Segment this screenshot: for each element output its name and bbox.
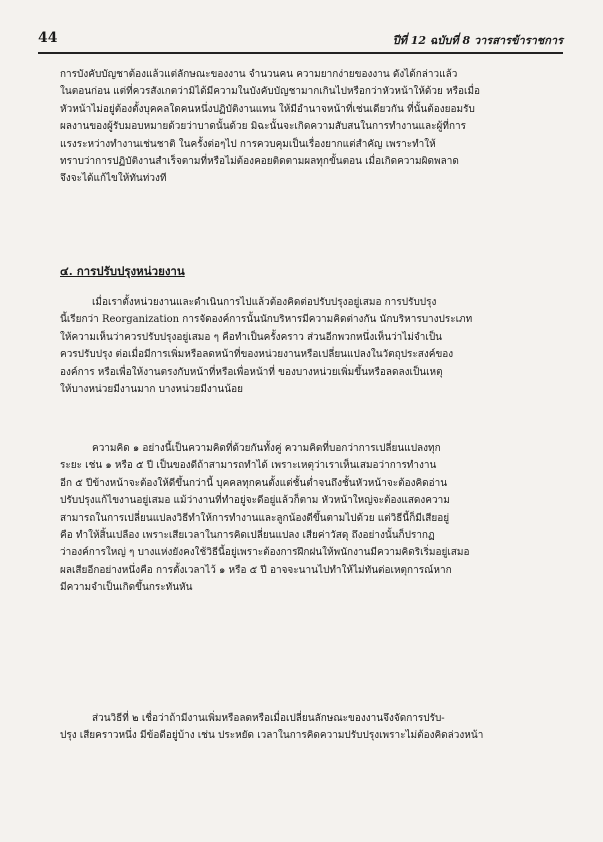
text-line: ส่วนวิธีที่ ๒ เชื่อว่าถ้ามีงานเพิ่มหรือลดหรือเมื่อเปลี่ยนลักษณะของงานจึงจัดการปรับ- [92,713,445,724]
text-line: ระยะ เช่น ๑ หรือ ๕ ปี เป็นของดีถ้าสามารถทำได้ เพราะเหตุว่าเราเห็นเสมอว่าการทำงาน [60,460,437,472]
paragraph-two-views [60,440,555,597]
paragraph-method-two [60,710,555,745]
page-number: 44 [38,30,58,46]
text-line: ความคิด ๑ อย่างนี้เป็นความคิดที่ด้วยกันทั้งคู่ ความคิดที่บอกว่าการเปลี่ยนแปลงทุก [92,443,441,454]
text-line: จึงจะได้แก้ไขให้ทันท่วงที [60,173,167,185]
text-line: ให้ความเห็นว่าควรปรับปรุงอยู่เสมอ ๆ คือทำเป็นครั้งคราว ส่วนอีกพวกหนึ่งเห็นว่าไม่จำเป็น [60,331,442,343]
text-line: แรงระหว่างทำงานเช่นชาติ ในครั้งต่อๆไป การควบคุมเป็นเรื่องยากแต่สำคัญ เพราะทำให้ [60,138,436,150]
text-line: ผลงานของผู้รับมอบหมายด้วยว่าบาดนั้นด้วย มิฉะนั้นจะเกิดความสับสนในการทำงานและผู้ที่การ [60,121,466,133]
text-line: ทราบว่าการปฏิบัติงานสำเร็จตามที่หรือไม่ต้องคอยติดตามผลทุกขั้นตอน เมื่อเกิดความผิดพลาด [60,155,459,167]
journal-running-title: ปีที่ 12 ฉบับที่ 8 วารสารข้าราชการ [392,34,563,47]
text-line: นี้เรียกว่า Reorganization การจัดองค์การนั้นนักบริหารมีความคิดต่างกัน นักบริหารบางประเภท [60,314,473,326]
text-line: ว่าองค์การใหญ่ ๆ บางแห่งยังคงใช้วิธีนี้อยู่เพราะต้องการฝึกฝนให้พนักงานมีความคิดริเริ่มอยู่เสมอ [60,547,470,559]
section-heading: ๔. การปรับปรุงหน่วยงาน [60,264,185,278]
text-line: ผลเสียอีกอย่างหนึ่งคือ การตั้งเวลาไว้ ๑ หรือ ๕ ปี อาจจะนานไปทำให้ไม่ทันต่อเหตุการณ์หาก [60,564,452,576]
text-line: อีก ๕ ปีข้างหน้าจะต้องให้ดีขึ้นกว่านี้ บุคคลทุกคนตั้งแต่ชั้นต่ำจนถึงชั้นหัวหน้าจะต้องคิดอ่าน [60,477,448,489]
text-line: ปรุง เสียคราวหนึ่ง มีข้อดีอยู่บ้าง เช่น ประหยัด เวลาในการคิดความปรับปรุงเพราะไม่ต้องคิดล่วงหน้า [60,730,484,742]
text-line: หัวหน้าไม่อยู่ต้องตั้งบุคคลใดคนหนึ่งปฏิบัติงานแทน ให้มีอำนาจหน้าที่เช่นเดียวกัน ที่นั้นต้องยอมรับ [60,103,475,115]
text-line: การบังคับบัญชาต้องแล้วแต่ลักษณะของงาน จำนวนคน ความยากง่ายของงาน ดังได้กล่าวแล้ว [60,69,458,80]
text-line: ในตอนก่อน แต่ที่ควรสังเกตว่ามิได้มีความในบังคับบัญชามากเกินไปหรือกว่าหัวหน้าให้ด้วย หรือเมื่อ [60,86,481,98]
text-line: ให้บางหน่วยมีงานมาก บางหน่วยมีงานน้อย [60,383,243,395]
text-line: สามารถในการเปลี่ยนแปลงวิธีทำให้การทำงานและลูกน้องดีขึ้นตามไปด้วย แต่วิธีนี้ก็มีเสียอยู่ [60,512,450,524]
text-line: องค์การ หรือเพื่อให้งานตรงกับหน้าที่หรือเพื่อหน้าที่ ของบางหน่วยเพิ่มขึ้นหรือลดลงเป็นเหตุ [60,366,443,378]
text-line: ปรับปรุงแก้ไขงานอยู่เสมอ แม้ว่างานที่ทำอยู่จะดีอยู่แล้วก็ตาม หัวหน้าใหญ่จะต้องแสดงความ [60,495,450,507]
text-line: มีความจำเป็นเกิดขึ้นกระทันหัน [60,582,193,594]
paragraph-control [60,66,555,188]
text-line: ควรปรับปรุง ต่อเมื่อมีการเพิ่มหรือลดหน้าที่ของหน่วยงานหรือเปลี่ยนแปลงในวัตถุประสงค์ของ [60,349,454,361]
text-line: คือ ทำให้สิ้นเปลือง เพราะเสียเวลาในการคิดเปลี่ยนแปลง เสียค่าวัสดุ ถึงอย่างนั้นก็ปรากฏ [60,529,435,541]
text-line: เมื่อเราตั้งหน่วยงานและดำเนินการไปแล้วต้องคิดต่อปรับปรุงอยู่เสมอ การปรับปรุง [92,297,437,308]
page-header [38,30,563,54]
paragraph-reorganization [60,294,555,398]
